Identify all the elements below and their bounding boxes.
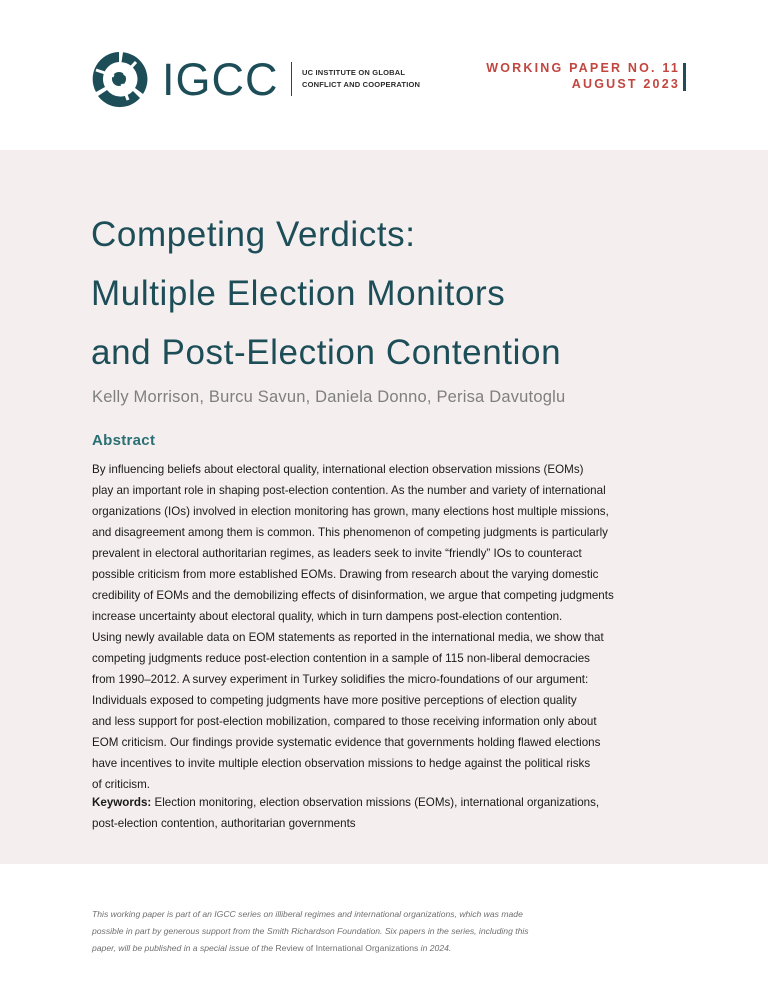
- abstract-line: organizations (IOs) involved in election monitoring has grown, many elections host multiple missions,: [92, 505, 609, 518]
- abstract-line: By influencing beliefs about electoral quality, international election observation missions (EOMs): [92, 463, 584, 476]
- abstract-line: prevalent in electoral authoritarian regimes, as leaders seek to invite “friendly” IOs to counteract: [92, 547, 582, 560]
- footnote-text: paper, will be published in a special issue of the: [92, 943, 276, 953]
- series-footnote: [92, 906, 692, 957]
- keywords: [92, 792, 692, 834]
- igcc-logo-mark-icon: [88, 48, 150, 110]
- abstract-line: and less support for post-election mobilization, compared to those receiving information only about: [92, 715, 597, 728]
- paper-title: [91, 205, 691, 382]
- logo-subtitle-line2: CONFLICT AND COOPERATION: [302, 80, 421, 89]
- header: [0, 0, 768, 150]
- logo-wordmark: IGCC: [162, 53, 279, 105]
- footnote-text-end: in 2024.: [418, 943, 452, 953]
- abstract-line: have incentives to invite multiple election observation missions to hedge against the political risks: [92, 757, 591, 770]
- abstract-line: EOM criticism. Our findings provide systematic evidence that governments holding flawed elections: [92, 736, 601, 749]
- title-line-3: and Post-Election Contention: [91, 333, 562, 372]
- title-line-2: Multiple Election Monitors: [91, 274, 506, 313]
- keywords-label: Keywords:: [92, 796, 152, 809]
- logo-subtitle-line1: UC INSTITUTE ON GLOBAL: [302, 68, 406, 77]
- working-paper-number: WORKING PAPER NO. 11: [486, 61, 680, 75]
- abstract-line: increase uncertainty about electoral quality, which in turn dampens post-election contention.: [92, 610, 563, 623]
- abstract-body: [92, 459, 692, 795]
- keywords-line-1: [92, 792, 692, 813]
- abstract-line: credibility of EOMs and the demobilizing effects of disinformation, we argue that competing judgments: [92, 589, 614, 602]
- keywords-text: Election monitoring, election observation missions (EOMs), international organizations,: [151, 796, 600, 809]
- working-paper-label: [486, 60, 680, 92]
- abstract-heading: Abstract: [92, 432, 156, 449]
- logo-subtitle: [302, 67, 420, 91]
- title-line-1: Competing Verdicts:: [91, 215, 416, 254]
- abstract-line: Individuals exposed to competing judgments have more positive perceptions of election quality: [92, 694, 577, 707]
- abstract-line: of criticism.: [92, 778, 150, 791]
- abstract-line: Using newly available data on EOM statements as reported in the international media, we show that: [92, 631, 604, 644]
- abstract-line: and disagreement among them is common. This phenomenon of competing judgments is particularly: [92, 526, 608, 539]
- footnote-line-2: possible in part by generous support from the Smith Richardson Foundation. Six papers in the series, including this: [92, 926, 529, 936]
- footnote-line-3: [92, 940, 692, 957]
- working-paper-date: AUGUST 2023: [571, 77, 680, 91]
- abstract-line: from 1990–2012. A survey experiment in Turkey solidifies the micro-foundations of our argument:: [92, 673, 589, 686]
- abstract-line: possible criticism from more established EOMs. Drawing from research about the varying domestic: [92, 568, 599, 581]
- working-paper-accent-bar: [683, 63, 686, 91]
- logo-divider: [291, 62, 293, 96]
- igcc-logo[interactable]: [88, 46, 420, 112]
- keywords-line-2: post-election contention, authoritarian governments: [92, 817, 356, 830]
- abstract-line: competing judgments reduce post-election contention in a sample of 115 non-liberal democracies: [92, 652, 590, 665]
- journal-name: Review of International Organizations: [275, 943, 419, 953]
- authors: Kelly Morrison, Burcu Savun, Daniela Donno, Perisa Davutoglu: [92, 388, 566, 406]
- abstract-line: play an important role in shaping post-election contention. As the number and variety of international: [92, 484, 606, 497]
- footnote-line-1: This working paper is part of an IGCC series on illiberal regimes and international organizations, which was made: [92, 909, 523, 919]
